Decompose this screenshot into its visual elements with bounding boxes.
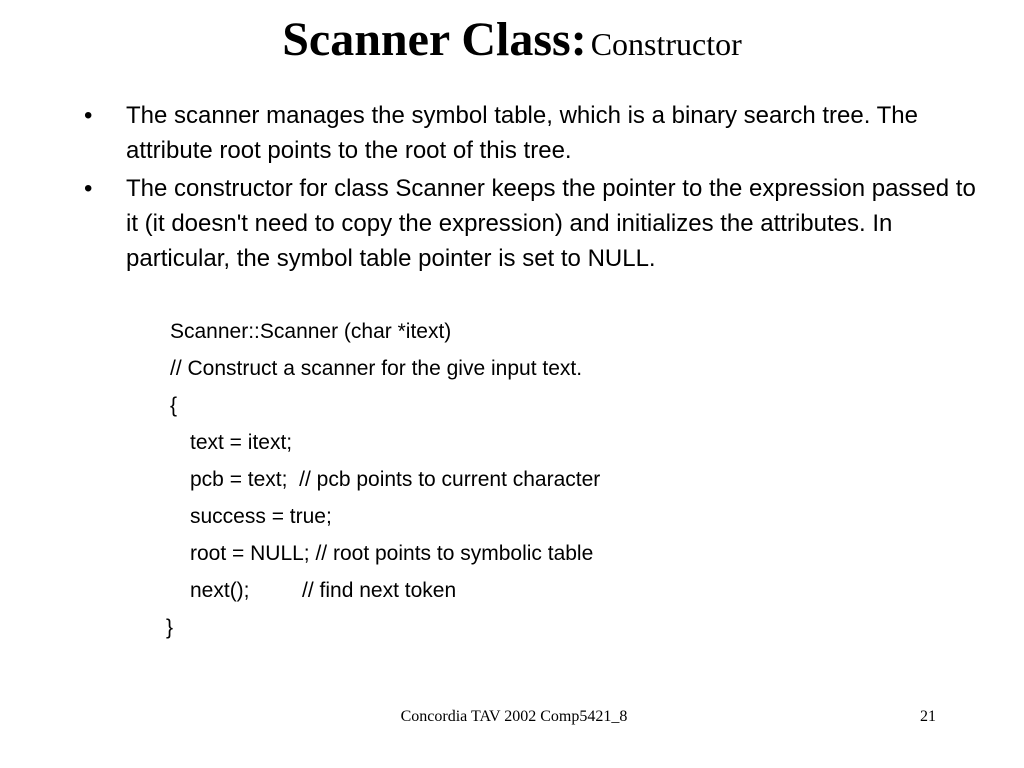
bullet-marker: • xyxy=(84,102,93,129)
bullet-item xyxy=(84,171,984,276)
footer-text: Concordia TAV 2002 Comp5421_8 xyxy=(400,708,628,725)
code-line: // Construct a scanner for the give input text. xyxy=(170,357,583,380)
bullet-list xyxy=(84,98,984,279)
code-line: Scanner::Scanner (char *itext) xyxy=(170,320,452,343)
slide-title-subtitle: Constructor xyxy=(590,26,742,62)
slide-title xyxy=(0,14,1024,67)
bullet-item xyxy=(84,98,984,168)
code-line: pcb = text; // pcb points to current character xyxy=(190,468,601,491)
code-line: text = itext; xyxy=(190,431,293,454)
code-line: success = true; xyxy=(190,505,332,528)
page-number: 21 xyxy=(920,708,936,725)
code-line: } xyxy=(166,616,174,639)
code-line: root = NULL; // root points to symbolic table xyxy=(190,542,594,565)
bullet-marker: • xyxy=(84,175,93,202)
code-line: next(); // find next token xyxy=(190,579,457,602)
bullet-text: The scanner manages the symbol table, which is a binary search tree. The attribute root points to the root of this tree. xyxy=(126,102,918,164)
bullet-text: The constructor for class Scanner keeps the pointer to the expression passed to it (it doesn't need to copy the expression) and initializes the attributes. In particular, the symbol table pointer is set to NULL. xyxy=(126,175,976,272)
slide-title-main: Scanner Class: xyxy=(282,13,587,66)
code-block xyxy=(166,318,601,651)
code-line: { xyxy=(170,394,178,417)
